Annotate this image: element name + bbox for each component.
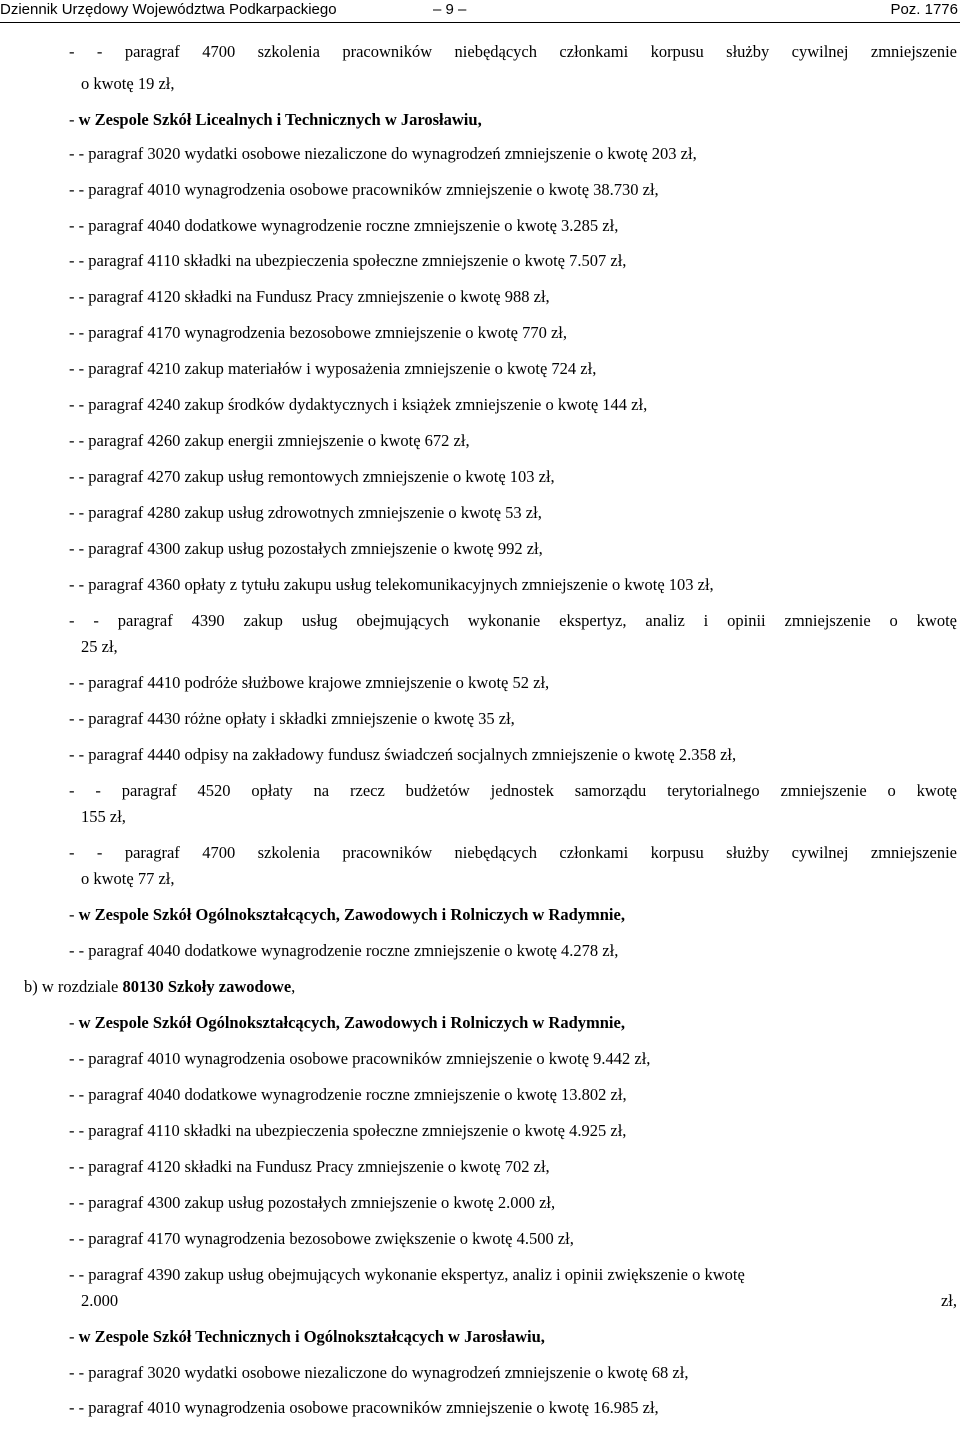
paragraph-line: - - paragraf 4040 dodatkowe wynagrodzenie roczne zmniejszenie o kwotę 13.802 zł, — [69, 1085, 627, 1104]
heading-bold-text: w Zespole Szkół Technicznych i Ogólnokształcących w Jarosławiu, — [78, 1327, 545, 1346]
paragraph-line: - - paragraf 4040 dodatkowe wynagrodzenie roczne zmniejszenie o kwotę 3.285 zł, — [69, 216, 619, 235]
paragraph-line: - - paragraf 4110 składki na ubezpieczenia społeczne zmniejszenie o kwotę 7.507 zł, — [69, 251, 627, 270]
page-header — [0, 0, 960, 23]
heading-bold-text: w Zespole Szkół Licealnych i Technicznych w Jarosławiu, — [78, 110, 482, 129]
paragraph-line: - - paragraf 4300 zakup usług pozostałych zmniejszenie o kwotę 2.000 zł, — [69, 1193, 556, 1212]
paragraph-line: - - paragraf 4260 zakup energii zmniejszenie o kwotę 672 zł, — [69, 431, 470, 450]
paragraph-line: - - paragraf 4120 składki na Fundusz Pracy zmniejszenie o kwotę 702 zł, — [69, 1157, 550, 1176]
paragraph-line: - - paragraf 4010 wynagrodzenia osobowe pracowników zmniejszenie o kwotę 9.442 zł, — [69, 1049, 651, 1068]
paragraph-line: - - paragraf 4390 zakup usług obejmujących wykonanie ekspertyz, analiz i opinii zmniejszenie o kwotę — [69, 611, 957, 630]
paragraph-line: - - paragraf 4110 składki na ubezpieczenia społeczne zmniejszenie o kwotę 4.925 zł, — [69, 1121, 627, 1140]
paragraph-continuation: o kwotę 19 zł, — [81, 74, 175, 93]
heading-prefix: - — [69, 1013, 79, 1032]
section-heading — [24, 977, 954, 997]
paragraph-line: - - paragraf 4170 wynagrodzenia bezosobowe zmniejszenie o kwotę 770 zł, — [69, 323, 568, 342]
paragraph-line: - - paragraf 4440 odpisy na zakładowy fundusz świadczeń socjalnych zmniejszenie o kwotę 2.358 zł, — [69, 745, 737, 764]
paragraph-line: - - paragraf 4270 zakup usług remontowych zmniejszenie o kwotę 103 zł, — [69, 467, 555, 486]
paragraph-line: - - paragraf 4700 szkolenia pracowników niebędących członkami korpusu służby cywilnej zmniejszenie — [69, 42, 957, 61]
heading-prefix: - — [69, 110, 79, 129]
heading-suffix: , — [291, 977, 296, 996]
paragraph-line: - - paragraf 3020 wydatki osobowe niezaliczone do wynagrodzeń zmniejszenie o kwotę 203 zł, — [69, 144, 697, 163]
paragraph-line: - - paragraf 4120 składki na Fundusz Pracy zmniejszenie o kwotę 988 zł, — [69, 287, 550, 306]
heading-bold-text: 80130 Szkoły zawodowe — [122, 977, 292, 996]
paragraph-line: - - paragraf 4410 podróże służbowe krajowe zmniejszenie o kwotę 52 zł, — [69, 673, 550, 692]
paragraph-line: - - paragraf 3020 wydatki osobowe niezaliczone do wynagrodzeń zmniejszenie o kwotę 68 zł, — [69, 1363, 689, 1382]
paragraph-continuation: 2.000 zł, — [81, 1291, 957, 1310]
paragraph-line: - - paragraf 4300 zakup usług pozostałych zmniejszenie o kwotę 992 zł, — [69, 539, 543, 558]
page-number: – 9 – — [433, 1, 467, 18]
paragraph-continuation: o kwotę 77 zł, — [81, 869, 175, 888]
unit-heading — [69, 1013, 957, 1033]
unit-heading — [69, 110, 957, 130]
paragraph-line: - - paragraf 4210 zakup materiałów i wyposażenia zmniejszenie o kwotę 724 zł, — [69, 359, 597, 378]
heading-prefix: - — [69, 905, 79, 924]
paragraph-line: - - paragraf 4170 wynagrodzenia bezosobowe zwiększenie o kwotę 4.500 zł, — [69, 1229, 574, 1248]
paragraph-line: - - paragraf 4040 dodatkowe wynagrodzenie roczne zmniejszenie o kwotę 4.278 zł, — [69, 941, 619, 960]
paragraph-line: - - paragraf 4010 wynagrodzenia osobowe pracowników zmniejszenie o kwotę 16.985 zł, — [69, 1398, 659, 1417]
position-number: Poz. 1776 — [890, 1, 958, 18]
paragraph-line: - - paragraf 4010 wynagrodzenia osobowe pracowników zmniejszenie o kwotę 38.730 zł, — [69, 180, 659, 199]
heading-prefix: b) w rozdziale — [24, 977, 123, 996]
paragraph-line: - - paragraf 4240 zakup środków dydaktycznych i książek zmniejszenie o kwotę 144 zł, — [69, 395, 648, 414]
unit-heading — [69, 905, 957, 925]
paragraph-line: - - paragraf 4430 różne opłaty i składki zmniejszenie o kwotę 35 zł, — [69, 709, 515, 728]
paragraph-line: - - paragraf 4360 opłaty z tytułu zakupu usług telekomunikacyjnych zmniejszenie o kwotę 103 zł, — [69, 575, 714, 594]
paragraph-line: - - paragraf 4700 szkolenia pracowników niebędących członkami korpusu służby cywilnej zmniejszenie — [69, 843, 957, 862]
journal-title: Dziennik Urzędowy Województwa Podkarpackiego — [0, 1, 337, 18]
heading-prefix: - — [69, 1327, 79, 1346]
heading-bold-text: w Zespole Szkół Ogólnokształcących, Zawodowych i Rolniczych w Radymnie, — [78, 1013, 625, 1032]
paragraph-line: - - paragraf 4390 zakup usług obejmujących wykonanie ekspertyz, analiz i opinii zwiększenie o kwotę — [69, 1265, 745, 1284]
unit-heading — [69, 1327, 957, 1347]
heading-bold-text: w Zespole Szkół Ogólnokształcących, Zawodowych i Rolniczych w Radymnie, — [78, 905, 625, 924]
paragraph-line: - - paragraf 4280 zakup usług zdrowotnych zmniejszenie o kwotę 53 zł, — [69, 503, 542, 522]
paragraph-line: - - paragraf 4520 opłaty na rzecz budżetów jednostek samorządu terytorialnego zmniejszenie o kwotę — [69, 781, 957, 800]
paragraph-continuation: 155 zł, — [81, 807, 126, 826]
paragraph-continuation: 25 zł, — [81, 637, 118, 656]
